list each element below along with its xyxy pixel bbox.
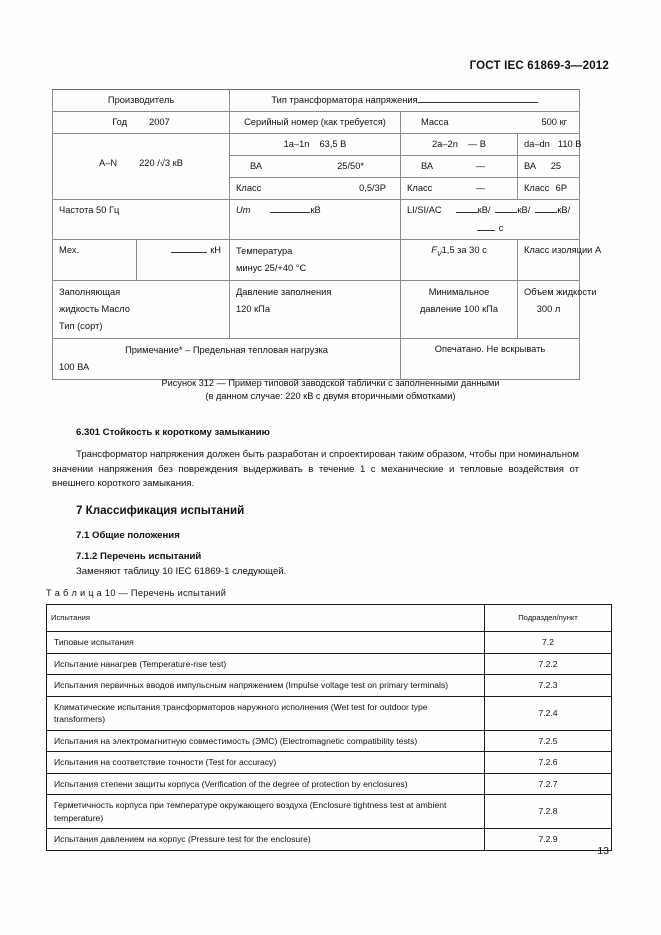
winding3-class-group: Класс 6P [524,183,568,193]
cell-winding3-burden [518,156,580,178]
paragraph-6-301: Трансформатор напряжения должен быть разработан и спроектирован таким образом, чтобы при номинальном значении напряжения без повреждения выдерживать в течение 1 с механические и тепловые воздействия от внешнего короткого замыкания. [52,449,579,490]
cell-winding1-burden [230,156,401,178]
cell-primary-winding [53,134,230,200]
fill-pressure-value: 120 кПа [236,304,271,314]
cell-insulation-class [518,240,602,281]
min-pressure-line1: Минимальное [428,287,490,297]
lisiac-label: LI/SI/AC [407,205,442,215]
table-row [47,773,612,795]
um-group [230,200,400,221]
note-group [53,339,400,379]
test-name: Испытания степени защиты корпуса (Verification of the degree of protection by enclosures) [47,773,485,795]
cell-mechanical-label [53,240,137,281]
cell-temperature [230,240,401,281]
tests-header-test: Испытания [47,605,485,632]
test-clause: 7.2.7 [485,773,612,795]
transformer-type-label: Тип трансформатора напряжения [230,90,579,111]
cell-winding1-terminals [230,134,401,156]
winding3-burden-group: ВА 25 [524,161,562,171]
fv-value: 1,5 за 30 с [441,245,487,255]
year-value: 2007 [149,117,170,127]
lisiac-group: LI/SI/AC кВ/ кВ/ кВ/ с [407,205,571,233]
test-clause: 7.2.4 [485,696,612,730]
filling-liquid-line3: Тип (сорт) [59,321,103,331]
cell-filling-liquid [53,281,230,339]
table-row [47,829,612,851]
figure-caption-line2: (в данном случае: 220 кВ с двумя вторичными обмотками) [205,391,456,401]
liquid-volume-line1: Объем жидкости [524,287,597,297]
fill-pressure-label: Давление заполнения [236,287,332,297]
cell-winding3-terminals [518,134,580,156]
cell-note [53,339,401,380]
table-row [47,730,612,752]
test-clause: 7.2.6 [485,752,612,774]
mass-group [401,112,579,133]
test-name: Типовые испытания [47,632,485,654]
figure-caption-line1: Рисунок 312 — Пример типовой заводской таблички с заполненными данными [161,378,500,388]
cell-winding2-terminals [401,134,518,156]
um-subscript: m [242,205,251,215]
winding1-class-group: Класс 0,5/3P [236,183,386,193]
table-row [47,696,612,730]
tests-header-clause: Подраздел/пункт [485,605,612,632]
fv-label: F [431,245,437,255]
test-name: Испытания на электромагнитную совместимость (ЭМС) (Electromagnetic compatibility tests) [47,730,485,752]
note-line1: Примечание* – Предельная тепловая нагрузка [125,345,328,355]
heading-7: 7 Классификация испытаний [76,504,245,517]
cell-min-pressure [401,281,518,339]
primary-voltage: 220 /√3 кВ [139,158,183,168]
fill-pressure-group [230,281,400,321]
test-clause: 7.2.9 [485,829,612,851]
nameplate-row-winding-terminals [53,134,580,156]
nameplate-row-year-serial-mass [53,112,580,134]
tests-table [46,604,612,851]
test-clause: 7.2.2 [485,653,612,675]
winding1-burden-group: ВА 25/50* [250,161,364,171]
cell-winding1-class [230,178,401,200]
mechanical-label: Мех. [59,245,80,255]
winding2-class-group: Класс — [407,183,485,193]
test-name: Герметичность корпуса при температуре окружающего воздуха (Enclosure tightness test at ambient temperature) [47,795,485,829]
table-row [47,795,612,829]
nameplate-row-mechanical [53,240,580,281]
table-row [47,752,612,774]
test-name: Испытание нанагрев (Temperature-rise test) [47,653,485,675]
heading-7-1: 7.1 Общие положения [76,530,180,541]
insulation-class-label: Класс изоляции А [524,245,602,255]
um-unit: кВ [310,205,321,215]
cell-winding2-class [401,178,518,200]
heading-6-301: 6.301 Стойкость к короткому замыканию [76,427,270,438]
table-row [47,675,612,697]
filling-liquid-group [53,281,229,338]
tests-table-header-row [47,605,612,632]
note-line2: 100 ВА [59,362,90,372]
cell-year [53,112,230,134]
liquid-volume-line2: 300 л [536,304,561,314]
filling-liquid-line1: Заполняющая [59,287,121,297]
liquid-volume-group [518,281,597,321]
cell-serial-number [230,112,401,134]
cell-sealed-note [401,339,580,380]
serial-number-label: Серийный номер (как требуется) [244,117,386,127]
winding2-terminals-group: 2a–2n — В [432,139,486,149]
nameplate-row-frequency [53,200,580,240]
test-clause: 7.2.5 [485,730,612,752]
winding3-terminals-group: da–dn 110 В [524,139,582,149]
cell-manufacturer [53,90,230,112]
cell-transformer-type [230,90,580,112]
table-row [47,653,612,675]
test-name: Испытания давлением на корпус (Pressure test for the enclosure) [47,829,485,851]
cell-winding2-burden [401,156,518,178]
page-number: 13 [597,845,609,857]
mass-label: Масса [421,117,449,127]
cell-fv [401,240,518,281]
filling-liquid-line2: жидкость Масло [59,304,130,314]
test-name: Климатические испытания трансформаторов наружного исполнения (Wet test for outdoor type transformers) [47,696,485,730]
cell-winding3-class [518,178,580,200]
cell-frequency [53,200,230,240]
tests-table-caption: Т а б л и ц а 10 — Перечень испытаний [46,588,227,598]
mechanical-value-group: кН [137,240,229,261]
lisiac-seconds: с [498,223,504,233]
cell-mechanical-value [137,240,230,281]
cell-fill-pressure [230,281,401,339]
year-group [53,112,229,133]
document-standard-header: ГОСТ IEC 61869-3—2012 [469,60,609,72]
nameplate-table [52,89,602,380]
cell-mass [401,112,580,134]
nameplate-row-note [53,339,580,380]
primary-winding-group [53,134,229,174]
nameplate-row-manufacturer [53,90,580,112]
frequency-label: Частота 50 Гц [59,205,120,215]
temperature-label: Температура [236,246,293,256]
winding1-terminals-group: 1a–1n 63,5 В [283,139,347,149]
table-row [47,632,612,654]
nameplate-row-liquid [53,281,580,339]
cell-liquid-volume [518,281,597,339]
fv-group [401,240,517,265]
min-pressure-group [401,281,517,321]
heading-7-1-2: 7.1.2 Перечень испытаний [76,551,202,562]
test-clause: 7.2.8 [485,795,612,829]
primary-terminals: A–N [99,158,118,168]
cell-lisiac [401,200,580,240]
um-label: U [236,205,243,215]
fv-subscript: V [436,250,442,258]
paragraph-7-1-2: Заменяют таблицу 10 IEC 61869-1 следующей. [76,566,287,577]
mass-value: 500 кг [541,117,568,127]
min-pressure-line2: давление 100 кПа [419,304,498,314]
test-clause: 7.2.3 [485,675,612,697]
test-name: Испытания на соответствие точности (Test for accuracy) [47,752,485,774]
test-clause: 7.2 [485,632,612,654]
figure-caption [0,377,661,403]
winding2-burden-group: ВА — [421,161,485,171]
temperature-value: минус 25/+40 °С [236,263,307,273]
test-name: Испытания первичных вводов импульсным напряжением (Impulse voltage test on primary terminals) [47,675,485,697]
cell-um [230,200,401,240]
manufacturer-label: Производитель [107,95,175,105]
year-label: Год [112,117,128,127]
sealed-note: Опечатано. Не вскрывать [434,344,546,354]
temperature-group [230,240,400,280]
